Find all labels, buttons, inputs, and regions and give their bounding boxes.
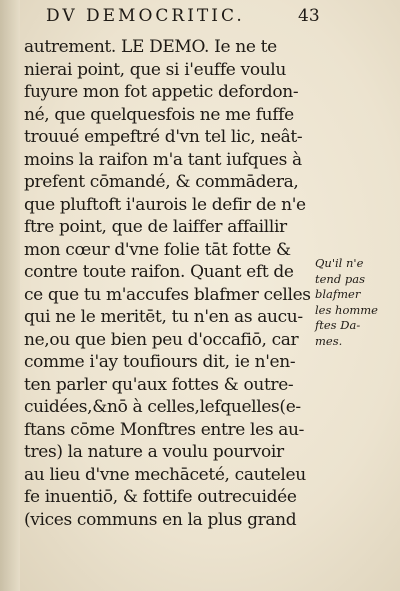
text-line: trouué empeftré d'vn tel lic, neât- [24, 127, 303, 147]
running-title: DV DEMOCRITIC. [46, 6, 245, 26]
text-line: (vices communs en la plus grand [24, 509, 297, 530]
text-line: ten parler qu'aux fottes & outre- [24, 374, 294, 395]
text-line: comme i'ay toufiours dit, ie n'en- [24, 352, 296, 372]
margin-note-line: tend pas [315, 271, 365, 286]
text-line: ce que tu m'accufes blafmer celles [24, 284, 311, 305]
body-text [24, 36, 324, 531]
margin-note-line: les homme [315, 302, 378, 317]
margin-note-line: Qu'il n'e [315, 256, 364, 270]
margin-note-line: blafmer [315, 287, 361, 301]
text-line: tres) la nature a voulu pourvoir [24, 442, 284, 462]
text-line: au lieu d'vne mechāceté, cauteleu [24, 464, 306, 485]
page-number: 43 [298, 6, 320, 26]
text-line: né, que quelquesfois ne me fuffe [24, 104, 294, 125]
text-line: contre toute raifon. Quant eft de [24, 262, 294, 282]
margin-note-line: ftes Da- [315, 318, 361, 332]
text-line: que pluftoft i'aurois le defir de n'e [24, 194, 306, 215]
margin-note-line: mes. [315, 333, 343, 348]
text-line: fe inuentiō, & fottife outrecuidée [24, 487, 297, 507]
page-gutter [0, 0, 20, 591]
text-line: mon cœur d'vne folie tāt fotte & [24, 239, 291, 260]
text-line: fuyure mon fot appetic defordon- [24, 82, 299, 102]
margin-note [315, 256, 387, 349]
text-line: cuidées,&nō à celles,lefquelles(e- [24, 397, 301, 417]
text-line: ftre point, que de laiffer affaillir [24, 217, 287, 237]
text-line: nierai point, que si i'euffe voulu [24, 59, 286, 80]
text-line: ne,ou que bien peu d'occafiō, car [24, 329, 299, 350]
text-line: autrement. LE DEMO. Ie ne te [24, 37, 277, 57]
text-line: moins la raifon m'a tant iufques à [24, 149, 302, 170]
text-line: ftans cōme Monftres entre les au- [24, 419, 305, 440]
text-line: prefent cōmandé, & commādera, [24, 172, 299, 192]
running-header [46, 6, 346, 28]
text-line: qui ne le meritēt, tu n'en as aucu- [24, 307, 303, 327]
